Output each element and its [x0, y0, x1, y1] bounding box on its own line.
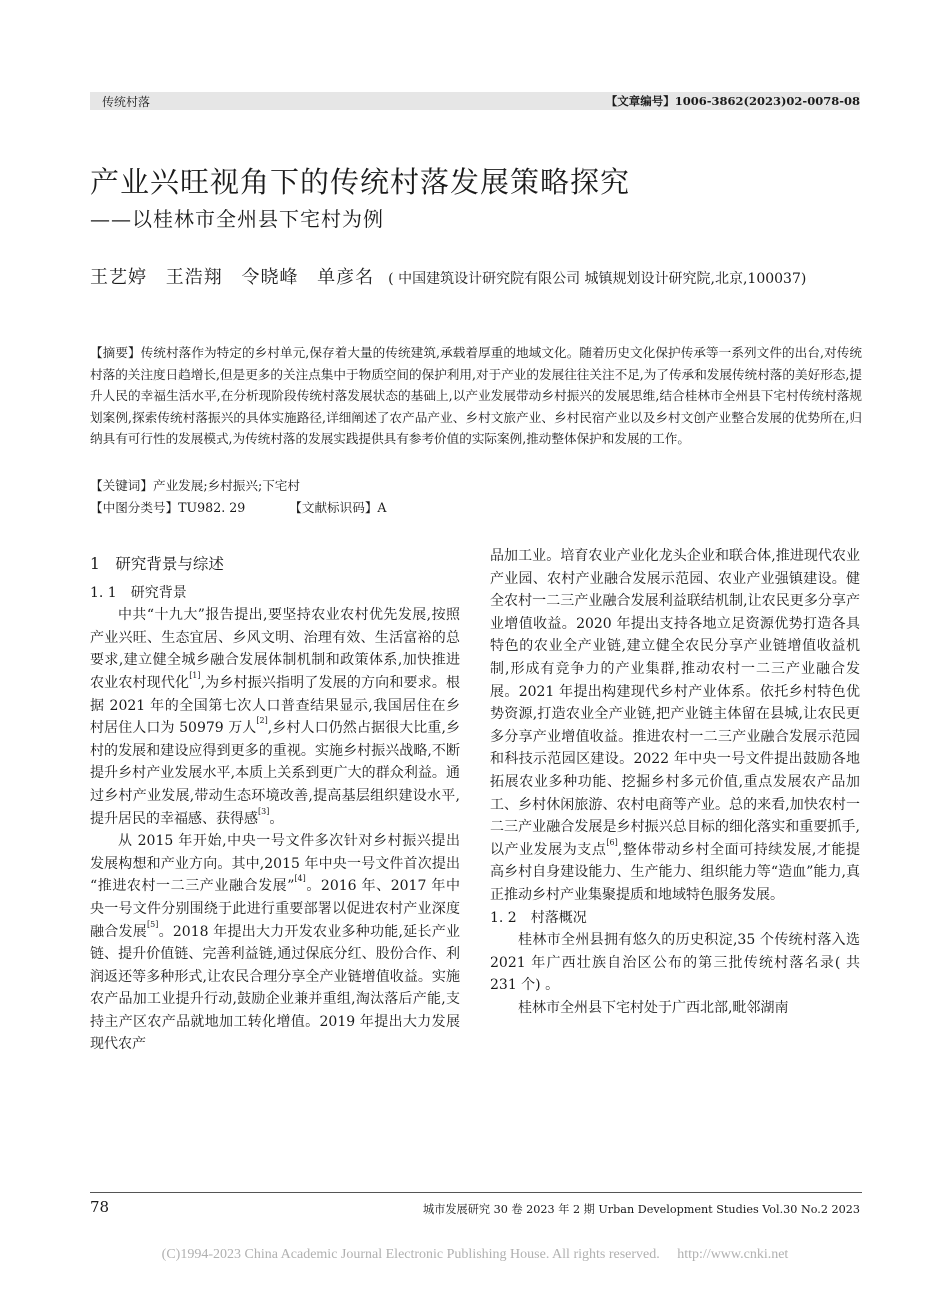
citation-ref[interactable]: [2] [256, 716, 268, 726]
keywords: 【关键词】产业发展;乡村振兴;下宅村 [90, 478, 300, 493]
paragraph: 从 2015 年开始,中央一号文件多次针对乡村振兴提出发展构想和产业方向。其中,2015 年中央一号文件首次提出 “推进农村一二三产业融合发展”[4]。2016 年、2017 年中央一号文件分别围绕于此进行重要部署以促进农村产业深度融合发展[5]。2018 年提出大力开发农业多种功能,延长产业链、提升价值链、完善利益链,通过保底分红、股份合作、利润返还等多种形式,让农民合理分享全产业链增值收益。实施农产品加工业提升行动,鼓励企业兼并重组,淘汰落后产能,支持主产区农产品就地加工转化增值。2019 年提出大力发展现代农产 [90, 833, 461, 1053]
copyright-watermark: (C)1994-2023 China Academic Journal Electronic Publishing House. All rights reserved. http://www.cnki.net [161, 1247, 789, 1262]
page-number: 78 [90, 1198, 110, 1216]
running-header [90, 92, 860, 110]
document-code: 【文献标识码】A [289, 500, 387, 515]
section-label: 传统村落 [102, 95, 151, 109]
article-title: 产业兴旺视角下的传统村落发展策略探究 [90, 165, 631, 199]
subsection-heading-1-1: 1. 1 研究背景 [90, 584, 187, 601]
author-affiliation: ( 中国建筑设计研究院有限公司 城镇规划设计研究院,北京,100037) [388, 271, 807, 287]
author-names: 王艺婷 王浩翔 令晓峰 单彦名 [90, 267, 375, 288]
left-column [90, 545, 460, 1056]
right-column [490, 545, 860, 1019]
citation-ref[interactable]: [1] [189, 670, 201, 680]
paragraph: 品加工业。培育农业产业化龙头企业和联合体,推进现代农业产业园、农村产业融合发展示范园、农业产业强镇建设。健全农村一二三产业融合发展利益联结机制,让农民更多分享产业增值收益。2020 年提出支持各地立足资源优势打造各具特色的农业全产业链,建立健全农民分享产业链增值收益机制,形成有竞争力的产业集群,推动农村一二三产业融合发展。2021 年提出构建现代乡村产业体系。依托乡村特色优势资源,打造农业全产业链,把产业链主体留在县城,让农民更多分享产业增值收益。推进农村一二三产业融合发展示范园和科技示范园区建设。2022 年中央一号文件提出鼓励各地拓展农业多种功能、挖掘乡村多元价值,重点发展农产品加工、乡村休闲旅游、农村电商等产业。总的来看,加快农村一二三产业融合发展是乡村振兴总目标的细化落实和重要抓手,以产业发展为支点[6],整体带动乡村全面可持续发展,才能提高乡村自身建设能力、生产能力、组织能力等“造血”能力,真正推动乡村产业集聚提质和地域特色服务发展。 [490, 548, 860, 903]
citation-ref[interactable]: [3] [258, 806, 270, 816]
paragraph: 中共“十九大”报告提出,要坚持农业农村优先发展,按照产业兴旺、生态宜居、乡风文明、治理有效、生活富裕的总要求,建立健全城乡融合发展体制机制和政策体系,加快推进农业农村现代化[1],为乡村振兴指明了发展的方向和要求。根据 2021 年的全国第七次人口普查结果显示,我国居住在乡村居住人口为 50979 万人[2],乡村人口仍然占据很大比重,乡村的发展和建设应得到更多的重视。实施乡村振兴战略,不断提升乡村产业发展水平,本质上关系到更广大的群众利益。通过乡村产业发展,带动生态环境改善,提高基层组织建设水平,提升居民的幸福感、获得感[3]。 [90, 607, 461, 827]
clc-number: 【中图分类号】TU982. 29 [90, 500, 246, 515]
article-code: 【文章编号】1006-3862(2023)02-0078-08 [605, 94, 860, 108]
footer-divider [90, 1192, 862, 1193]
citation-ref[interactable]: [5] [147, 919, 159, 929]
classification-line [90, 497, 862, 519]
paragraph: 桂林市全州县下宅村处于广西北部,毗邻湖南 [518, 999, 789, 1016]
abstract: 【摘要】传统村落作为特定的乡村单元,保存着大量的传统建筑,承载着厚重的地域文化。随着历史文化保护传承等一系列文件的出台,对传统村落的关注度日趋增长,但是更多的关注点集中于物质空间的保护利用,对于产业的发展往往关注不足,为了传承和发展传统村落的美好形态,提升人民的幸福生活水平,在分析现阶段传统村落发展状态的基础上,以产业发展带动乡村振兴的发展思维,结合桂林市全州县下宅村传统村落规划案例,探索传统村落振兴的具体实施路径,详细阐述了农产品产业、乡村文旅产业、乡村民宿产业以及乡村文创产业整合发展的优势所在,归纳具有可行性的发展模式,为传统村落的发展实践提供具有参考价值的实际案例,推动整体保护和发展的工作。 [90, 345, 862, 447]
paragraph: 桂林市全州县拥有悠久的历史积淀,35 个传统村落入选 2021 年广西壮族自治区公布的第三批传统村落名录( 共 231 个) 。 [490, 932, 860, 994]
section-heading-1: 1 研究背景与综述 [90, 555, 224, 573]
journal-citation: 城市发展研究 30 卷 2023 年 2 期 Urban Development Studies Vol.30 No.2 2023 [422, 1203, 860, 1216]
citation-ref[interactable]: [6] [606, 837, 618, 847]
subsection-heading-1-2: 1. 2 村落概况 [490, 909, 587, 926]
author-block [90, 266, 862, 291]
article-subtitle: ——以桂林市全州县下宅村为例 [90, 207, 384, 231]
citation-ref[interactable]: [4] [294, 874, 306, 884]
